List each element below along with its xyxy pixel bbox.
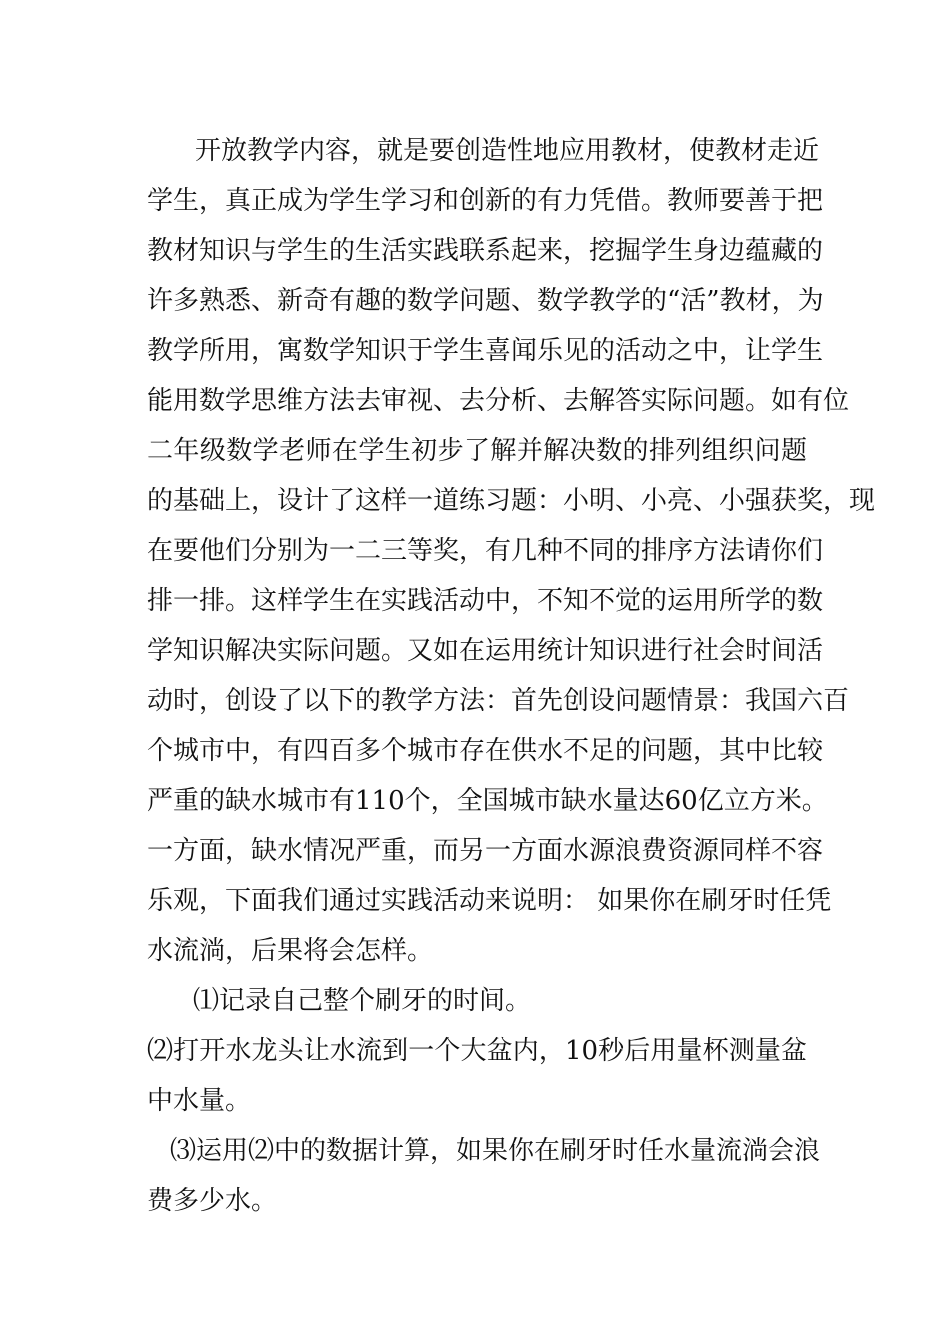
paragraph-line-5: 教学所用，寓数学知识于学生喜闻乐见的活动之中，让学生 (147, 336, 824, 366)
paragraph-line-15: 一方面，缺水情况严重，而另一方面水源浪费资源同样不容 (147, 836, 824, 866)
paragraph-line-7: 二年级数学老师在学生初步了解并解决数的排列组织问题 (147, 436, 807, 466)
paragraph-line-17: 水流淌，后果将会怎样。 (147, 936, 434, 966)
paragraph-line-16: 乐观，下面我们通过实践活动来说明： 如果你在刷牙时任凭 (147, 886, 832, 916)
step-1: ⑴记录自己整个刷牙的时间。 (193, 986, 532, 1016)
paragraph-line-4: 许多熟悉、新奇有趣的数学问题、数学教学的“活”教材，为 (147, 286, 824, 316)
paragraph-line-9: 在要他们分别为一二三等奖，有几种不同的排序方法请你们 (147, 536, 824, 566)
paragraph-line-6: 能用数学思维方法去审视、去分析、去解答实际问题。如有位 (147, 386, 850, 416)
paragraph-line-2: 学生，真正成为学生学习和创新的有力凭借。教师要善于把 (147, 186, 824, 216)
paragraph-line-11: 学知识解决实际问题。又如在运用统计知识进行社会时间活 (147, 636, 824, 666)
paragraph-line-14: 严重的缺水城市有110个，全国城市缺水量达60亿立方米。 (147, 786, 828, 816)
step-2-line-1: ⑵打开水龙头让水流到一个大盆内，10秒后用量杯测量盆 (147, 1036, 807, 1066)
step-3-line-2: 费多少水。 (147, 1186, 278, 1216)
paragraph-line-3: 教材知识与学生的生活实践联系起来，挖掘学生身边蕴藏的 (147, 236, 824, 266)
paragraph-line-12: 动时，创设了以下的教学方法：首先创设问题情景：我国六百 (147, 686, 850, 716)
paragraph-line-10: 排一排。这样学生在实践活动中，不知不觉的运用所学的数 (147, 586, 824, 616)
paragraph-line-8: 的基础上，设计了这样一道练习题：小明、小亮、小强获奖，现 (147, 486, 876, 516)
paragraph-line-13: 个城市中，有四百多个城市存在供水不足的问题，其中比较 (147, 736, 824, 766)
step-3-line-1: ⑶运用⑵中的数据计算，如果你在刷牙时任水量流淌会浪 (170, 1136, 821, 1166)
step-2-line-2: 中水量。 (147, 1086, 252, 1116)
paragraph-line-1: 开放教学内容，就是要创造性地应用教材，使教材走近 (195, 136, 820, 166)
